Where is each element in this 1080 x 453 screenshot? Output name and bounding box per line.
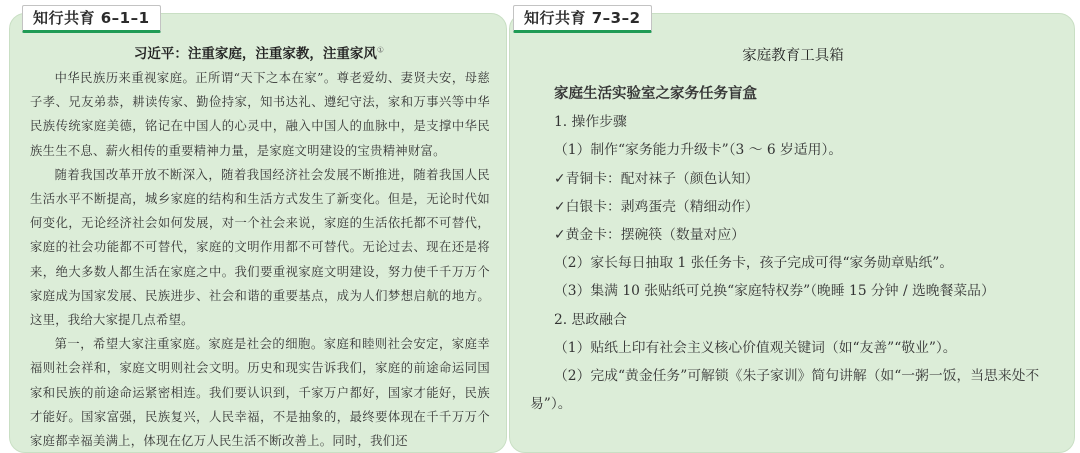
paragraph: 随着我国改革开放不断深入，随着我国经济社会发展不断推进，随着我国人民生活水平不断提高，城乡家庭的结构和生活方式发生了新变化。但是，无论时代如何变化，无论经济社会如何发展，对一个社会来说，家庭的生活依托都不可替代，家庭的社会功能都不可替代，家庭的文明作用都不可替代。无论过去、现在还是将来，绝大多数人都生活在家庭之中。我们要重视家庭文明建设，努力使千千万万个家庭成为国家发展、民族进步、社会和谐的重要基点，成为人们梦想启航的地方。这里，我给大家提几点希望。: [30, 167, 490, 328]
toolbox-title: 家庭教育工具箱: [742, 48, 844, 64]
integration-item: （2）完成“黄金任务”可解锁《朱子家训》简句讲解（如“一粥一饭，当思来处不易”）。: [530, 368, 1040, 413]
step-item: （2）家长每日抽取 1 张任务卡，孩子完成可得“家务勋章贴纸”。: [554, 255, 954, 272]
section-tab-label: 知行共育 6–1–1: [22, 5, 161, 33]
integration-item: （1）贴纸上印有社会主义核心价值观关键词（如“友善”“敬业”）。: [554, 339, 957, 356]
left-document-panel: [9, 9, 507, 453]
check-icon: ✓: [554, 227, 566, 244]
card-text: 白银卡：剥鸡蛋壳（精细动作）: [565, 198, 759, 215]
paragraph: 中华民族历来重视家庭。正所谓“天下之本在家”。尊老爱幼、妻贤夫安，母慈子孝、兄友弟恭，耕读传家、勤俭持家，知书达礼、遵纪守法，家和万事兴等中华民族传统家庭美德，铭记在中国人的心灵中，融入中国人的血脉中，是支撑中华民族生生不息、薪火相传的重要精神力量，是家庭文明建设的宝贵精神财富。: [30, 71, 490, 158]
activity-subtitle: 家庭生活实验室之家务任务盲盒: [554, 86, 757, 102]
right-document-panel: [509, 9, 1075, 453]
card-item-silver: [530, 193, 1060, 221]
card-text: 青铜卡：配对袜子（颜色认知）: [565, 170, 759, 187]
card-item-bronze: [530, 165, 1060, 193]
toolbox-body: [530, 80, 1060, 418]
step-heading: 1. 操作步骤: [554, 114, 627, 131]
article-body: [30, 66, 490, 453]
paragraph: 第一，希望大家注重家庭。家庭是社会的细胞。家庭和睦则社会安定，家庭幸福则社会祥和，家庭文明则社会文明。历史和现实告诉我们，家庭的前途命运同国家和民族的前途命运紧密相连。我们要认识到，千家万户都好，国家才能好，民族才能好。国家富强，民族复兴，人民幸福，不是抽象的，最终要体现在千千万万个家庭都幸福美满上，体现在亿万人民生活不断改善上。同时，我们还: [30, 337, 490, 449]
section-heading: 2. 思政融合: [554, 311, 627, 328]
card-item-gold: [530, 221, 1060, 249]
check-icon: ✓: [554, 198, 566, 215]
article-title-text: 习近平：注重家庭，注重家教，注重家风: [133, 46, 377, 62]
step-item: （1）制作“家务能力升级卡”（3 ～ 6 岁适用）。: [554, 142, 843, 159]
check-icon: ✓: [554, 170, 566, 187]
section-tab-label: 知行共育 7–3–2: [513, 5, 652, 33]
card-text: 黄金卡：摆碗筷（数量对应）: [565, 227, 745, 244]
article-title: [10, 42, 508, 62]
footnote-mark: ①: [376, 45, 385, 55]
step-item: （3）集满 10 张贴纸可兑换“家庭特权券”（晚睡 15 分钟 / 选晚餐菜品）: [554, 283, 995, 300]
